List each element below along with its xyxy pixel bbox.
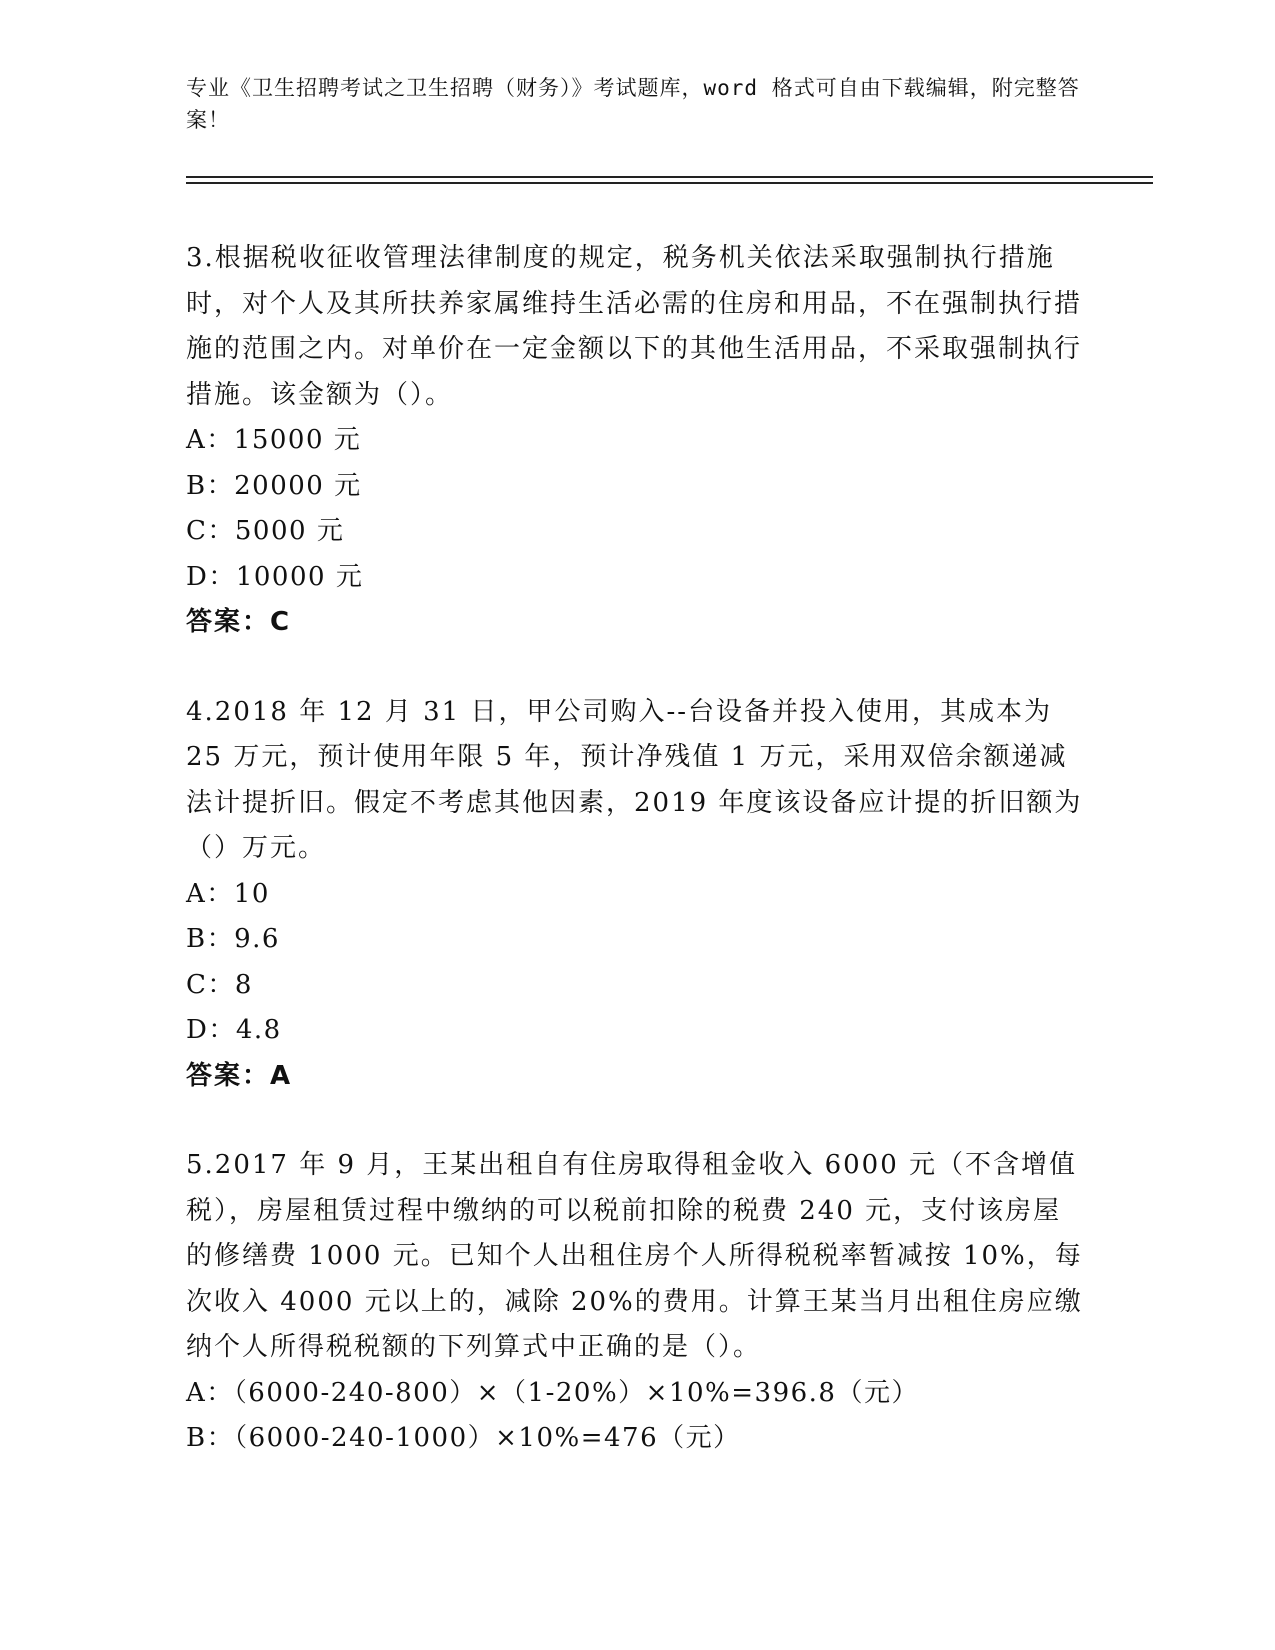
option-a: A：15000 元 [186,425,362,455]
answer-label: 答案：C [186,607,292,637]
option-b: B：（6000-240-1000）×10%=476（元） [186,1423,741,1453]
option-d: D：10000 元 [186,561,364,592]
option-c: C：5000 元 [186,516,345,546]
document-header [186,72,1086,136]
question-text: 4.2018 年 12 月 31 日，甲公司购入--台设备并投入使用，其成本为 25 万元，预计使用年限 5 年，预计净残值 1 万元，采用双倍余额递减法计提折旧。假定不考虑其他因素，2019 年度该设备应计提的折旧额为（）万元。 [186,696,1083,863]
question-text: 3.根据税收征收管理法律制度的规定，税务机关依法采取强制执行措施时，对个人及其所扶养家属维持生活必需的住房和用品，不在强制执行措施的范围之内。对单价在一定金额以下的其他生活用品，不采取强制执行措施。该金额为（）。 [186,243,1083,410]
header-title: 专业《卫生招聘考试之卫生招聘（财务）》考试题库，word 格式可自由下载编辑，附完整答案！ [186,76,1080,132]
answer-label: 答案：A [186,1060,293,1091]
header-divider-bottom [186,182,1153,184]
question-4 [186,690,1086,1100]
option-b: B：20000 元 [186,470,362,501]
option-a: A：（6000-240-800）×（1-20%）×10%=396.8（元） [186,1377,919,1408]
header-divider-top [186,176,1153,178]
question-5 [186,1143,1086,1462]
question-3 [186,236,1086,646]
option-b: B：9.6 [186,924,280,954]
option-c: C：8 [186,969,253,1000]
option-d: D：4.8 [186,1015,282,1045]
question-list [186,236,1086,1506]
option-a: A：10 [186,878,270,909]
question-text: 5.2017 年 9 月，王某出租自有住房取得租金收入 6000 元（不含增值税），房屋租赁过程中缴纳的可以税前扣除的税费 240 元，支付该房屋的修缮费 1000 元。已知个人出租住房个人所得税税率暂减按 10%，每次收入 4000 元以上的，减除 20%的费用。计算王某当月出租住房应缴纳个人所得税税额的下列算式中正确的是（）。 [186,1150,1083,1362]
